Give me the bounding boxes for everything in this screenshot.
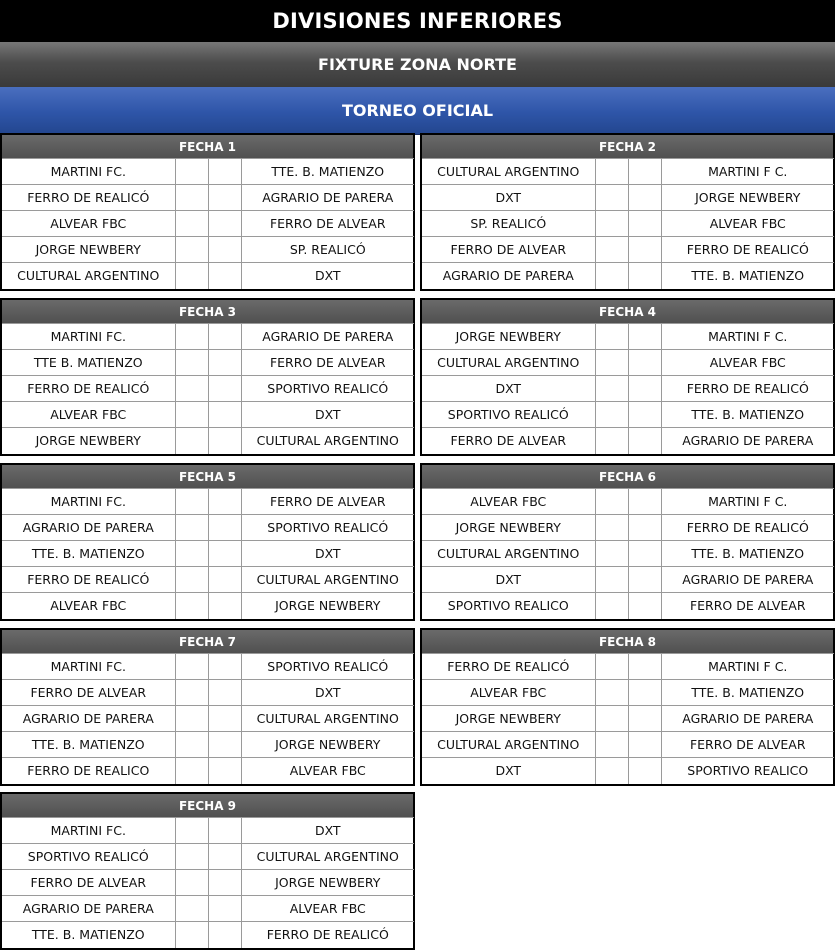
away-team: TTE. B. MATIENZO [661,541,834,567]
away-team: FERRO DE REALICÓ [661,515,834,541]
home-team: ALVEAR FBC [2,402,175,428]
home-score-cell[interactable] [595,185,628,211]
match-row [422,758,834,784]
home-score-cell[interactable] [175,402,208,428]
away-team: FERRO DE REALICÓ [241,922,414,948]
home-team: ALVEAR FBC [422,489,595,515]
fecha-header: FECHA 6 [422,463,833,488]
match-row [2,870,414,896]
fecha-header: FECHA 1 [2,133,413,158]
away-team: SPORTIVO REALICÓ [241,376,414,402]
home-score-cell[interactable] [175,896,208,922]
match-row [2,211,414,237]
away-score-cell[interactable] [208,732,241,758]
away-team: ALVEAR FBC [241,758,414,784]
away-team: MARTINI F C. [661,324,834,350]
home-score-cell[interactable] [175,870,208,896]
home-score-cell[interactable] [175,211,208,237]
home-score-cell[interactable] [175,680,208,706]
match-row [422,211,834,237]
home-score-cell[interactable] [175,541,208,567]
fecha-block [0,298,415,456]
away-team: ALVEAR FBC [661,350,834,376]
home-score-cell[interactable] [595,211,628,237]
fecha-block [0,628,415,786]
match-row [2,706,414,732]
match-row [2,567,414,593]
away-team: JORGE NEWBERY [241,732,414,758]
away-score-cell[interactable] [208,896,241,922]
match-row [422,706,834,732]
away-team: DXT [241,402,414,428]
match-row [422,567,834,593]
match-table [2,158,414,289]
away-score-cell[interactable] [208,211,241,237]
match-row [422,324,834,350]
match-row [2,159,414,185]
away-score-cell[interactable] [208,567,241,593]
home-team: FERRO DE ALVEAR [422,237,595,263]
fixture-subtitle: FIXTURE ZONA NORTE [0,42,835,87]
away-score-cell[interactable] [208,376,241,402]
away-score-cell[interactable] [208,844,241,870]
home-score-cell[interactable] [175,515,208,541]
home-team: SP. REALICÓ [422,211,595,237]
away-team: AGRARIO DE PARERA [661,567,834,593]
home-team: ALVEAR FBC [2,593,175,619]
home-team: FERRO DE REALICÓ [2,376,175,402]
fecha-header: FECHA 9 [2,792,413,817]
home-score-cell[interactable] [595,489,628,515]
fecha-block [0,792,415,950]
away-score-cell[interactable] [628,159,661,185]
away-team: FERRO DE ALVEAR [661,732,834,758]
away-team: FERRO DE ALVEAR [241,489,414,515]
home-team: ALVEAR FBC [2,211,175,237]
home-team: TTE. B. MATIENZO [2,922,175,948]
away-team: FERRO DE ALVEAR [241,211,414,237]
home-team: MARTINI FC. [2,159,175,185]
home-team: FERRO DE REALICO [2,758,175,784]
home-score-cell[interactable] [175,593,208,619]
match-row [422,428,834,454]
match-row [422,185,834,211]
home-score-cell[interactable] [595,237,628,263]
home-team: FERRO DE REALICÓ [422,654,595,680]
match-table [2,653,414,784]
home-score-cell[interactable] [595,706,628,732]
away-score-cell[interactable] [208,428,241,454]
home-score-cell[interactable] [175,237,208,263]
home-team: MARTINI FC. [2,818,175,844]
home-team: TTE. B. MATIENZO [2,541,175,567]
match-row [422,159,834,185]
match-row [2,541,414,567]
away-team: CULTURAL ARGENTINO [241,844,414,870]
home-team: CULTURAL ARGENTINO [2,263,175,289]
match-row [2,654,414,680]
match-row [2,758,414,784]
home-team: JORGE NEWBERY [422,706,595,732]
away-score-cell[interactable] [208,758,241,784]
fecha-block [0,463,415,621]
home-score-cell[interactable] [595,654,628,680]
home-score-cell[interactable] [175,818,208,844]
away-team: SP. REALICÓ [241,237,414,263]
match-row [422,489,834,515]
fecha-header: FECHA 8 [422,628,833,653]
home-score-cell[interactable] [595,324,628,350]
home-team: FERRO DE REALICÓ [2,185,175,211]
away-score-cell[interactable] [208,922,241,948]
away-score-cell[interactable] [628,732,661,758]
home-score-cell[interactable] [175,324,208,350]
home-team: CULTURAL ARGENTINO [422,541,595,567]
match-table [422,488,834,619]
home-score-cell[interactable] [595,263,628,289]
away-team: AGRARIO DE PARERA [241,324,414,350]
home-team: JORGE NEWBERY [422,324,595,350]
away-team: AGRARIO DE PARERA [241,185,414,211]
match-row [422,402,834,428]
home-team: TTE B. MATIENZO [2,350,175,376]
match-row [2,593,414,619]
away-score-cell[interactable] [208,185,241,211]
match-row [2,350,414,376]
home-score-cell[interactable] [175,350,208,376]
match-row [422,680,834,706]
away-score-cell[interactable] [628,350,661,376]
home-score-cell[interactable] [175,428,208,454]
home-score-cell[interactable] [175,159,208,185]
away-score-cell[interactable] [208,263,241,289]
away-score-cell[interactable] [208,818,241,844]
fecha-header: FECHA 7 [2,628,413,653]
home-score-cell[interactable] [175,732,208,758]
home-team: MARTINI FC. [2,489,175,515]
away-score-cell[interactable] [628,706,661,732]
match-row [2,402,414,428]
home-team: DXT [422,376,595,402]
away-team: JORGE NEWBERY [241,593,414,619]
match-row [2,237,414,263]
match-row [2,428,414,454]
fecha-block [420,628,835,786]
match-row [2,844,414,870]
away-score-cell[interactable] [208,324,241,350]
home-score-cell[interactable] [175,706,208,732]
home-team: MARTINI FC. [2,654,175,680]
home-score-cell[interactable] [595,541,628,567]
match-row [422,515,834,541]
away-team: DXT [241,263,414,289]
away-team: ALVEAR FBC [241,896,414,922]
away-score-cell[interactable] [208,159,241,185]
home-team: DXT [422,758,595,784]
away-team: CULTURAL ARGENTINO [241,706,414,732]
away-team: ALVEAR FBC [661,211,834,237]
away-team: JORGE NEWBERY [661,185,834,211]
home-team: FERRO DE ALVEAR [2,870,175,896]
home-score-cell[interactable] [175,844,208,870]
away-team: MARTINI F C. [661,159,834,185]
home-team: ALVEAR FBC [422,680,595,706]
away-score-cell[interactable] [628,237,661,263]
match-row [2,324,414,350]
match-row [422,376,834,402]
home-score-cell[interactable] [175,758,208,784]
away-team: SPORTIVO REALICÓ [241,515,414,541]
away-score-cell[interactable] [628,489,661,515]
away-score-cell[interactable] [628,567,661,593]
away-score-cell[interactable] [628,211,661,237]
match-table [422,158,834,289]
fecha-block [420,133,835,291]
home-score-cell[interactable] [175,654,208,680]
away-score-cell[interactable] [628,680,661,706]
away-team: AGRARIO DE PARERA [661,706,834,732]
away-score-cell[interactable] [628,428,661,454]
away-score-cell[interactable] [628,402,661,428]
home-score-cell[interactable] [595,428,628,454]
away-score-cell[interactable] [208,680,241,706]
away-score-cell[interactable] [208,593,241,619]
away-team: TTE. B. MATIENZO [661,402,834,428]
away-score-cell[interactable] [208,870,241,896]
away-team: TTE. B. MATIENZO [661,680,834,706]
match-row [2,489,414,515]
home-score-cell[interactable] [175,263,208,289]
home-score-cell[interactable] [595,376,628,402]
home-team: AGRARIO DE PARERA [2,706,175,732]
home-team: FERRO DE ALVEAR [422,428,595,454]
away-team: CULTURAL ARGENTINO [241,428,414,454]
home-score-cell[interactable] [175,489,208,515]
away-team: DXT [241,680,414,706]
away-score-cell[interactable] [628,593,661,619]
away-team: MARTINI F C. [661,489,834,515]
home-team: MARTINI FC. [2,324,175,350]
away-team: SPORTIVO REALICÓ [241,654,414,680]
away-score-cell[interactable] [208,654,241,680]
home-score-cell[interactable] [595,159,628,185]
home-score-cell[interactable] [595,350,628,376]
home-team: DXT [422,185,595,211]
match-row [2,922,414,948]
home-team: TTE. B. MATIENZO [2,732,175,758]
match-row [422,350,834,376]
away-score-cell[interactable] [628,324,661,350]
match-row [2,818,414,844]
match-row [422,237,834,263]
fecha-header: FECHA 3 [2,298,413,323]
home-team: FERRO DE REALICÓ [2,567,175,593]
away-team: TTE. B. MATIENZO [241,159,414,185]
fecha-block [420,298,835,456]
away-score-cell[interactable] [208,706,241,732]
home-team: JORGE NEWBERY [2,428,175,454]
away-score-cell[interactable] [628,515,661,541]
home-team: AGRARIO DE PARERA [422,263,595,289]
away-team: AGRARIO DE PARERA [661,428,834,454]
away-score-cell[interactable] [628,376,661,402]
match-row [422,263,834,289]
away-team: TTE. B. MATIENZO [661,263,834,289]
home-team: JORGE NEWBERY [2,237,175,263]
match-row [2,185,414,211]
match-table [422,323,834,454]
away-score-cell[interactable] [628,263,661,289]
home-score-cell[interactable] [595,515,628,541]
home-score-cell[interactable] [175,376,208,402]
fecha-block [0,133,415,291]
match-row [422,732,834,758]
home-score-cell[interactable] [595,680,628,706]
away-score-cell[interactable] [208,541,241,567]
match-table [422,653,834,784]
match-row [2,515,414,541]
home-team: CULTURAL ARGENTINO [422,350,595,376]
home-team: DXT [422,567,595,593]
away-team: DXT [241,541,414,567]
home-score-cell[interactable] [175,922,208,948]
home-team: SPORTIVO REALICÓ [2,844,175,870]
away-score-cell[interactable] [628,758,661,784]
match-row [422,593,834,619]
match-row [2,376,414,402]
away-score-cell[interactable] [628,541,661,567]
page-title: DIVISIONES INFERIORES [0,0,835,42]
home-score-cell[interactable] [595,758,628,784]
home-team: JORGE NEWBERY [422,515,595,541]
away-team: FERRO DE ALVEAR [241,350,414,376]
home-score-cell[interactable] [595,593,628,619]
tournament-banner: TORNEO OFICIAL [0,87,835,135]
away-score-cell[interactable] [208,515,241,541]
away-team: MARTINI F C. [661,654,834,680]
away-team: DXT [241,818,414,844]
away-score-cell[interactable] [208,489,241,515]
away-team: SPORTIVO REALICO [661,758,834,784]
away-score-cell[interactable] [208,402,241,428]
home-score-cell[interactable] [175,185,208,211]
away-team: FERRO DE REALICÓ [661,237,834,263]
away-team: FERRO DE REALICÓ [661,376,834,402]
home-score-cell[interactable] [595,732,628,758]
home-team: AGRARIO DE PARERA [2,515,175,541]
home-score-cell[interactable] [595,567,628,593]
away-team: CULTURAL ARGENTINO [241,567,414,593]
match-table [2,488,414,619]
match-table [2,323,414,454]
away-team: FERRO DE ALVEAR [661,593,834,619]
away-score-cell[interactable] [208,237,241,263]
match-table [2,817,414,948]
match-row [2,680,414,706]
home-team: SPORTIVO REALICO [422,593,595,619]
fecha-header: FECHA 2 [422,133,833,158]
fecha-header: FECHA 5 [2,463,413,488]
home-team: FERRO DE ALVEAR [2,680,175,706]
away-score-cell[interactable] [208,350,241,376]
home-team: SPORTIVO REALICÓ [422,402,595,428]
home-score-cell[interactable] [595,402,628,428]
home-team: CULTURAL ARGENTINO [422,159,595,185]
match-row [422,654,834,680]
match-row [2,732,414,758]
away-score-cell[interactable] [628,654,661,680]
match-row [2,896,414,922]
match-row [2,263,414,289]
fecha-header: FECHA 4 [422,298,833,323]
away-team: JORGE NEWBERY [241,870,414,896]
fecha-block [420,463,835,621]
home-team: CULTURAL ARGENTINO [422,732,595,758]
match-row [422,541,834,567]
home-team: AGRARIO DE PARERA [2,896,175,922]
home-score-cell[interactable] [175,567,208,593]
away-score-cell[interactable] [628,185,661,211]
